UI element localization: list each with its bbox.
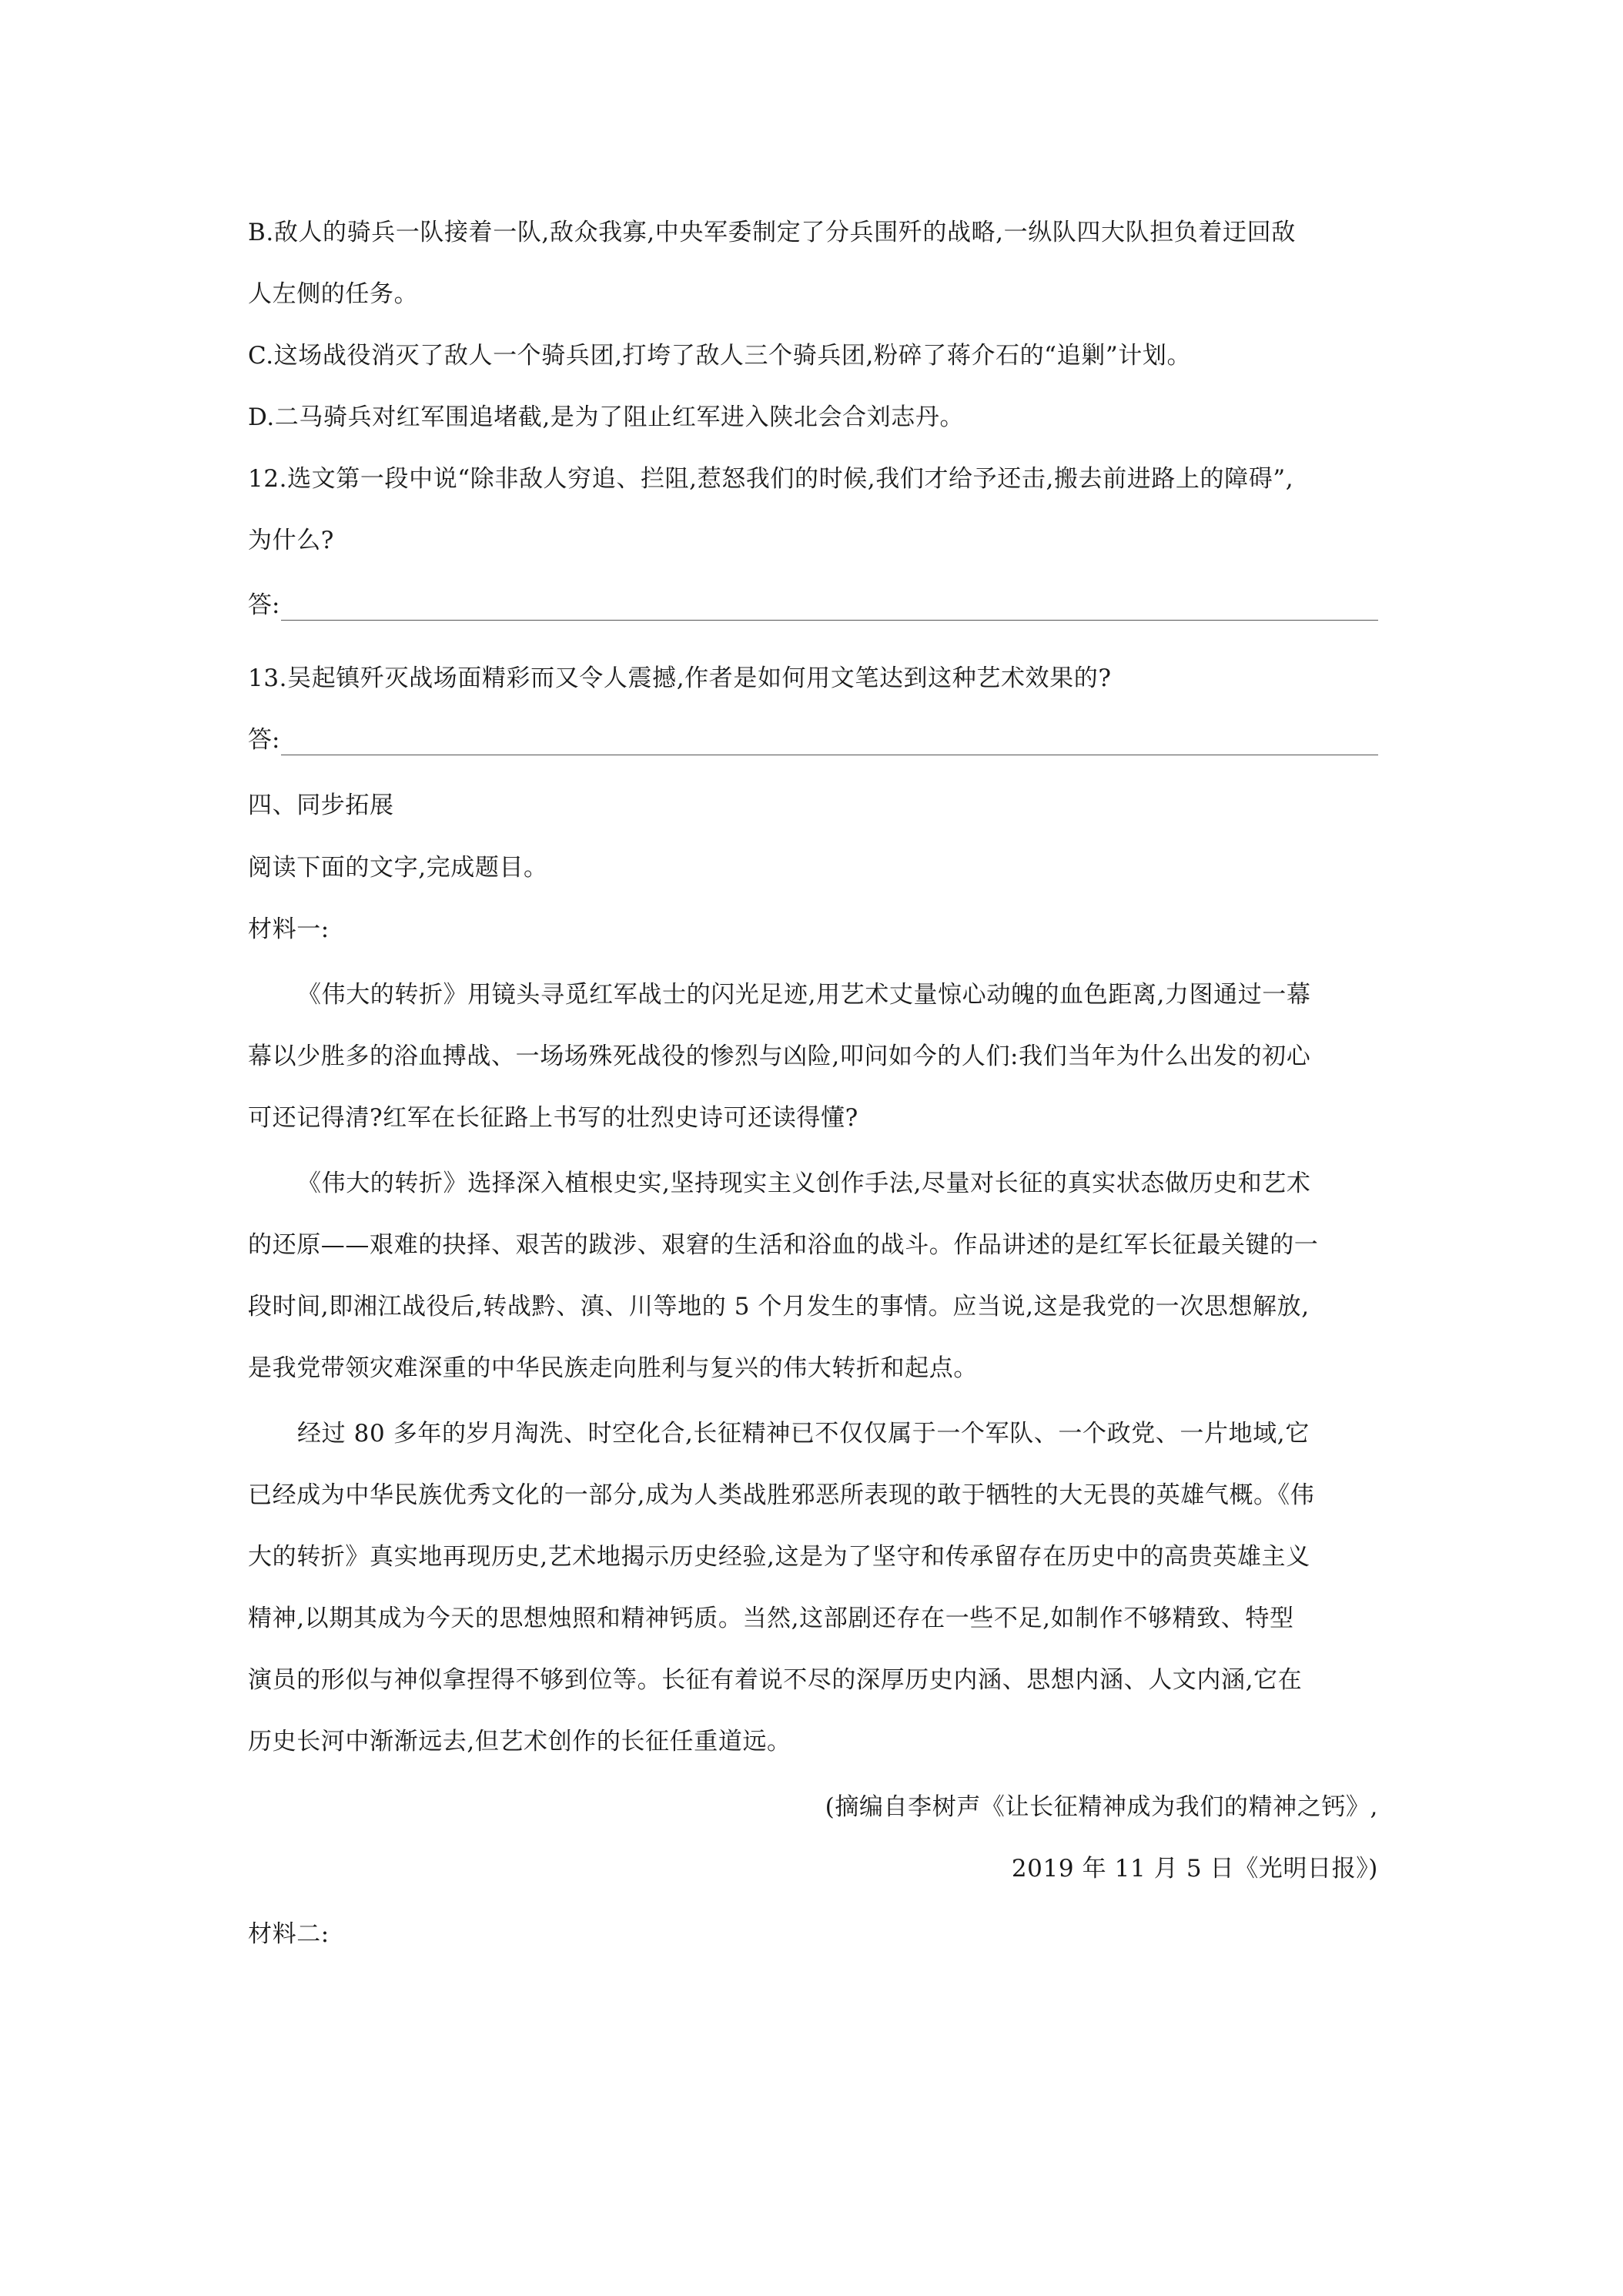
paragraph-1-line: 可还记得清?红军在长征路上书写的壮烈史诗可还读得懂? — [248, 1104, 858, 1132]
source-citation-line1: (摘编自李树声《让长征精神成为我们的精神之钙》, — [825, 1793, 1378, 1821]
option-c: C.这场战役消灭了敌人一个骑兵团,打垮了敌人三个骑兵团,粉碎了蒋介石的“追剿”计划。 — [248, 342, 1192, 370]
option-b-line1: B.敌人的骑兵一队接着一队,敌众我寡,中央军委制定了分兵围歼的战略,一纵队四大队担负着迂回敌 — [248, 219, 1296, 246]
paragraph-2-line: 《伟大的转折》选择深入植根史实,坚持现实主义创作手法,尽量对长征的真实状态做历史和艺术 — [297, 1170, 1311, 1197]
question-12-line1: 12.选文第一段中说“除非敌人穷追、拦阻,惹怒我们的时候,我们才给予还击,搬去前进路上的障碍”, — [248, 465, 1294, 493]
paragraph-3-line: 历史长河中渐渐远去,但艺术创作的长征任重道远。 — [248, 1728, 791, 1755]
question-12-line2: 为什么? — [248, 527, 335, 554]
question-13-answer-field[interactable] — [248, 725, 1378, 755]
answer-label: 答: — [248, 726, 280, 754]
question-12-answer-field[interactable] — [248, 590, 1378, 621]
paragraph-3-line: 演员的形似与神似拿捏得不够到位等。长征有着说不尽的深厚历史内涵、思想内涵、人文内涵,它在 — [248, 1666, 1303, 1694]
answer-label: 答: — [248, 591, 280, 619]
paragraph-3-line: 精神,以期其成为今天的思想烛照和精神钙质。当然,这部剧还存在一些不足,如制作不够精致、特型 — [248, 1605, 1294, 1632]
answer-rule — [281, 730, 1378, 755]
option-b-line2: 人左侧的任务。 — [248, 280, 419, 308]
paragraph-2-line: 是我党带领灾难深重的中华民族走向胜利与复兴的伟大转折和起点。 — [248, 1354, 978, 1382]
paragraph-1-line: 《伟大的转折》用镜头寻觅红军战士的闪光足迹,用艺术丈量惊心动魄的血色距离,力图通过一幕 — [297, 981, 1311, 1009]
paragraph-1-line: 幕以少胜多的浴血搏战、一场场殊死战役的惨烈与凶险,叩问如今的人们:我们当年为什么出发的初心 — [248, 1043, 1311, 1070]
paragraph-3-line: 已经成为中华民族优秀文化的一部分,成为人类战胜邪恶所表现的敢于牺牲的大无畏的英雄气概。《伟 — [248, 1481, 1315, 1509]
paragraph-2-line: 的还原——艰难的抉择、艰苦的跋涉、艰窘的生活和浴血的战斗。作品讲述的是红军长征最关键的一 — [248, 1231, 1319, 1259]
paragraph-3-line: 经过 80 多年的岁月淘洗、时空化合,长征精神已不仅仅属于一个军队、一个政党、一片地域,它 — [297, 1420, 1310, 1448]
question-13-line1: 13.吴起镇歼灭战场面精彩而又令人震撼,作者是如何用文笔达到这种艺术效果的? — [248, 664, 1112, 692]
section-heading: 四、同步拓展 — [248, 792, 394, 819]
reading-instruction: 阅读下面的文字,完成题目。 — [248, 854, 548, 882]
paragraph-3-line: 大的转折》真实地再现历史,艺术地揭示历史经验,这是为了坚守和传承留存在历史中的高贵英雄主义 — [248, 1543, 1310, 1571]
paragraph-2-line: 段时间,即湘江战役后,转战黔、滇、川等地的 5 个月发生的事情。应当说,这是我党的一次思想解放, — [248, 1293, 1310, 1320]
material-2-label: 材料二: — [248, 1920, 330, 1948]
source-citation-line2: 2019 年 11 月 5 日《光明日报》) — [1011, 1855, 1378, 1883]
answer-rule — [281, 595, 1378, 621]
material-1-label: 材料一: — [248, 915, 330, 943]
option-d: D.二马骑兵对红军围追堵截,是为了阻止红军进入陕北会合刘志丹。 — [248, 403, 965, 431]
